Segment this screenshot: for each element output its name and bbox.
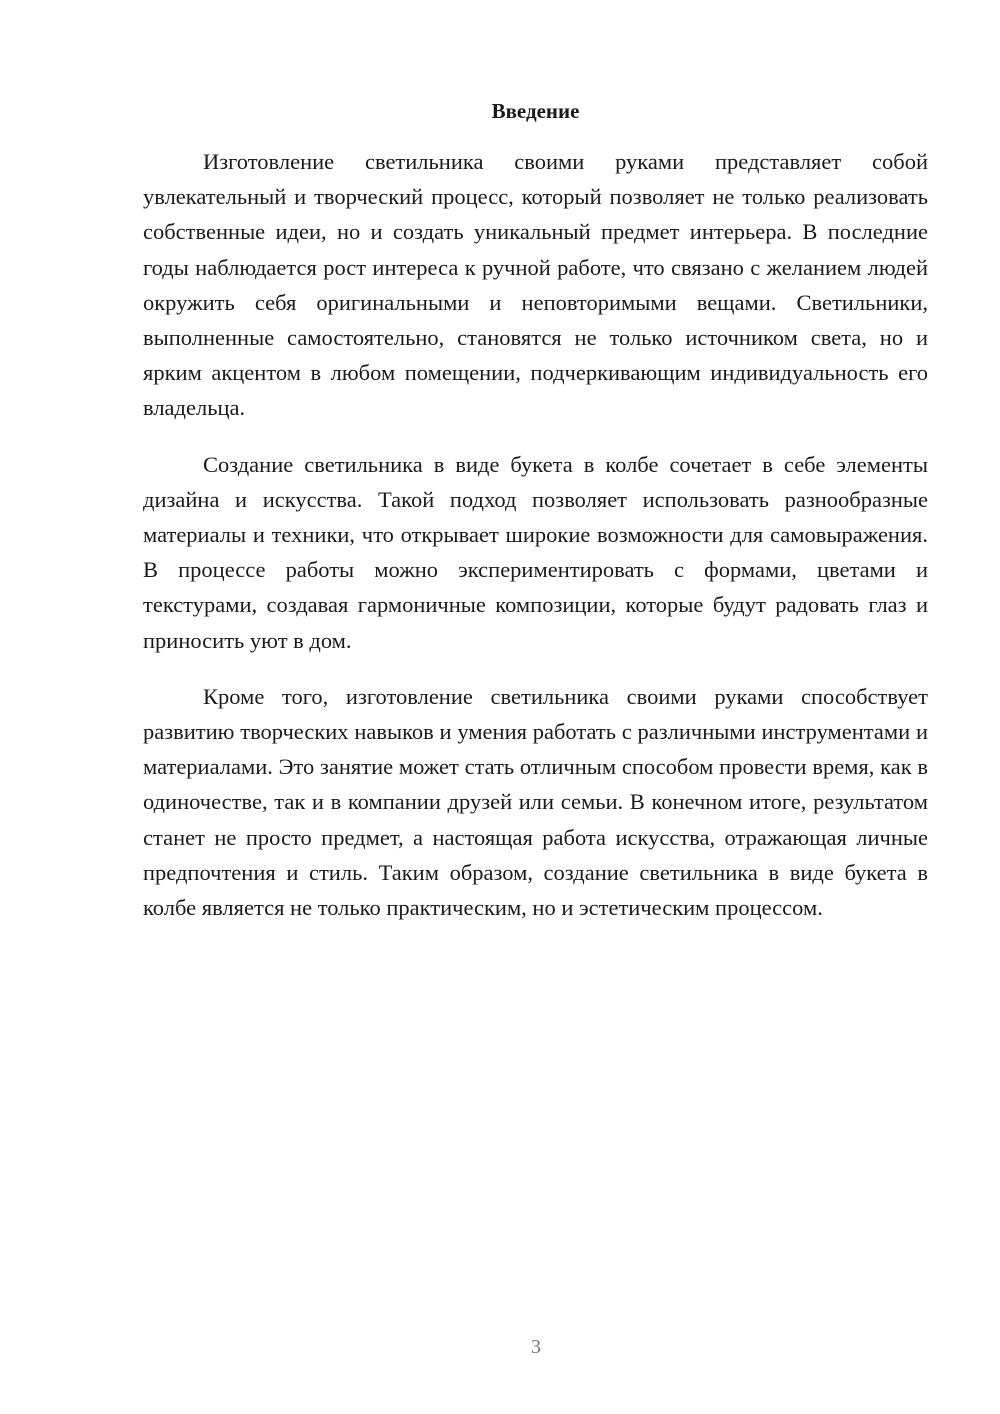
paragraph-3: Кроме того, изготовление светильника своими руками способствует развитию творческих навыков и умения работать с различными инструментами и материалами. Это занятие может стать отличным способом провести время, как в одиночестве, так и в компании друзей или семьи. В конечном итоге, результатом станет не просто предмет, а настоящая работа искусства, отражающая личные предпочтения и стиль. Таким образом, создание светильника в виде букета в колбе является не только практическим, но и эстетическим процессом. [143, 683, 928, 921]
section-heading: Введение [491, 99, 580, 123]
paragraph-1: Изготовление светильника своими руками представляет собой увлекательный и творческий процесс, который позволяет не только реализовать собственные идеи, но и создать уникальный предмет интерьера. В последние годы наблюдается рост интереса к ручной работе, что связано с желанием людей окружить себя оригинальными и неповторимыми вещами. Светильники, выполненные самостоятельно, становятся не только источником света, но и ярким акцентом в любом помещении, подчеркивающим индивидуальность его владельца. [143, 149, 928, 421]
page-number: 3 [531, 1336, 541, 1358]
page-content [143, 96, 928, 925]
paragraph-2: Создание светильника в виде букета в колбе сочетает в себе элементы дизайна и искусства. Такой подход позволяет использовать разнообразные материалы и техники, что открывает широкие возможности для самовыражения. В процессе работы можно экспериментировать с формами, цветами и текстурами, создавая гармоничные композиции, которые будут радовать глаз и приносить уют в дом. [143, 451, 928, 653]
